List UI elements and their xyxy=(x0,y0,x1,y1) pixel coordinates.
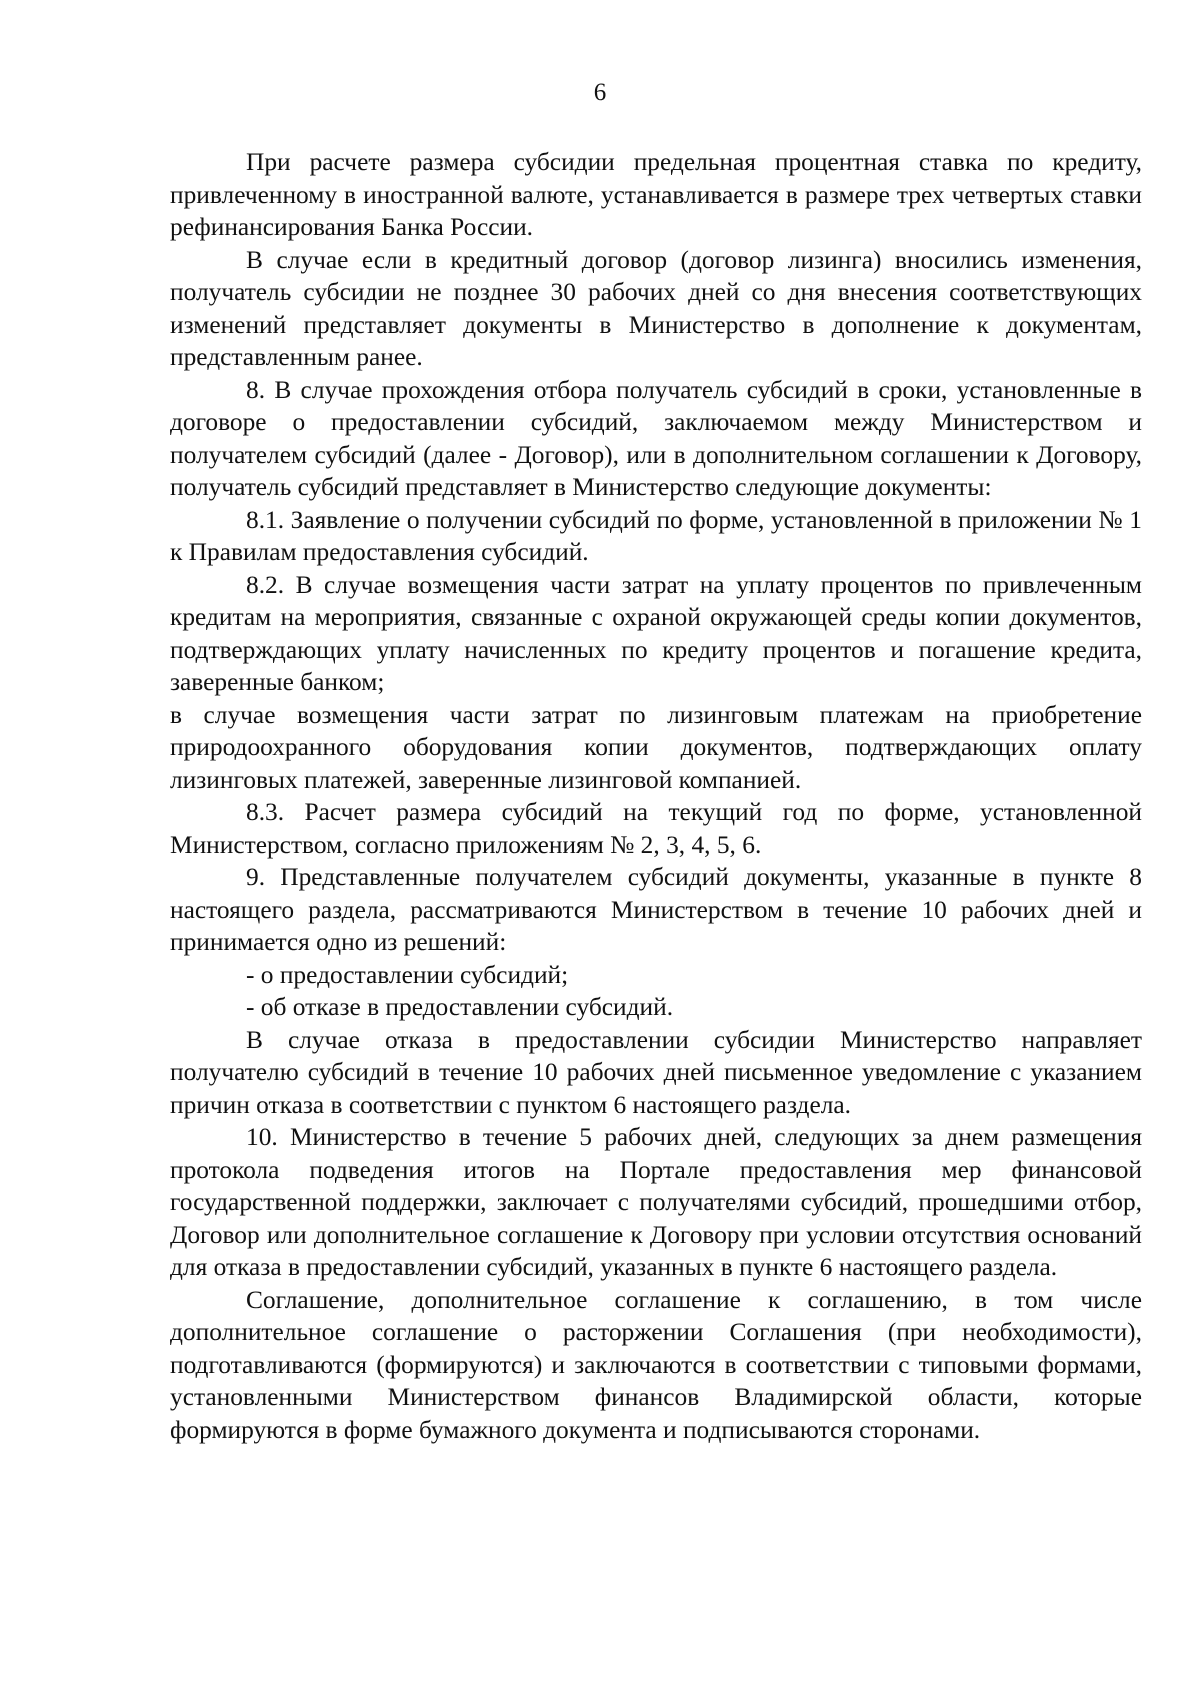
paragraph-8: 9. Представленные получателем субсидий документы, указанные в пункте 8 настоящего раздела, рассматриваются Министерством в течение 10 рабочих дней и принимается одно из решений: xyxy=(170,863,1142,956)
paragraph-4: 8.1. Заявление о получении субсидий по форме, установленной в приложении № 1 к Правилам предоставления субсидий. xyxy=(170,505,1142,566)
paragraph-1: При расчете размера субсидии предельная процентная ставка по кредиту, привлеченному в иностранной валюте, устанавливается в размере трех четвертых ставки рефинансирования Банка России. xyxy=(170,148,1142,241)
document-body xyxy=(170,146,1142,1446)
paragraph-7: 8.3. Расчет размера субсидий на текущий год по форме, установленной Министерством, согласно приложениям № 2, 3, 4, 5, 6. xyxy=(170,798,1142,859)
paragraph-11: В случае отказа в предоставлении субсидии Министерство направляет получателю субсидий в течение 10 рабочих дней письменное уведомление с указанием причин отказа в соответствии с пунктом 6 настоящего раздела. xyxy=(170,1025,1142,1119)
paragraph-12: 10. Министерство в течение 5 рабочих дней, следующих за днем размещения протокола подведения итогов на Портале предоставления мер финансовой государственной поддержки, заключает с получателями субсидий, прошедшими отбор, Договор или дополнительное соглашение к Договору при условии отсутствия оснований для отказа в предоставлении субсидий, указанных в пункте 6 настоящего раздела. xyxy=(170,1123,1142,1281)
paragraph-13: Соглашение, дополнительное соглашение к соглашению, в том числе дополнительное соглашение о расторжении Соглашения (при необходимости), подготавливаются (формируются) и заключаются в соответствии с типовыми формами, установленными Министерством финансов Владимирской области, которые формируются в форме бумажного документа и подписываются сторонами. xyxy=(170,1285,1142,1444)
paragraph-3: 8. В случае прохождения отбора получатель субсидий в сроки, установленные в договоре о предоставлении субсидий, заключаемом между Министерством и получателем субсидий (далее - Договор), или в дополнительном соглашении к Договору, получатель субсидий представляет в Министерство следующие документы: xyxy=(170,375,1142,501)
paragraph-6: в случае возмещения части затрат по лизинговым платежам на приобретение природоохранного оборудования копии документов, подтверждающих оплату лизинговых платежей, заверенные лизинговой компанией. xyxy=(170,700,1142,794)
paragraph-10: - об отказе в предоставлении субсидий. xyxy=(246,993,674,1021)
paragraph-9: - о предоставлении субсидий; xyxy=(246,960,569,989)
page-number: 6 xyxy=(593,79,607,106)
paragraph-2: В случае если в кредитный договор (договор лизинга) вносились изменения, получатель субсидии не позднее 30 рабочих дней со дня внесения соответствующих изменений представляет документы в Министерство в дополнение к документам, представленным ранее. xyxy=(170,245,1142,371)
paragraph-5: 8.2. В случае возмещения части затрат на уплату процентов по привлеченным кредитам на мероприятия, связанные с охраной окружающей среды копии документов, подтверждающих уплату начисленных по кредиту процентов и погашение кредита, заверенные банком; xyxy=(170,570,1142,696)
